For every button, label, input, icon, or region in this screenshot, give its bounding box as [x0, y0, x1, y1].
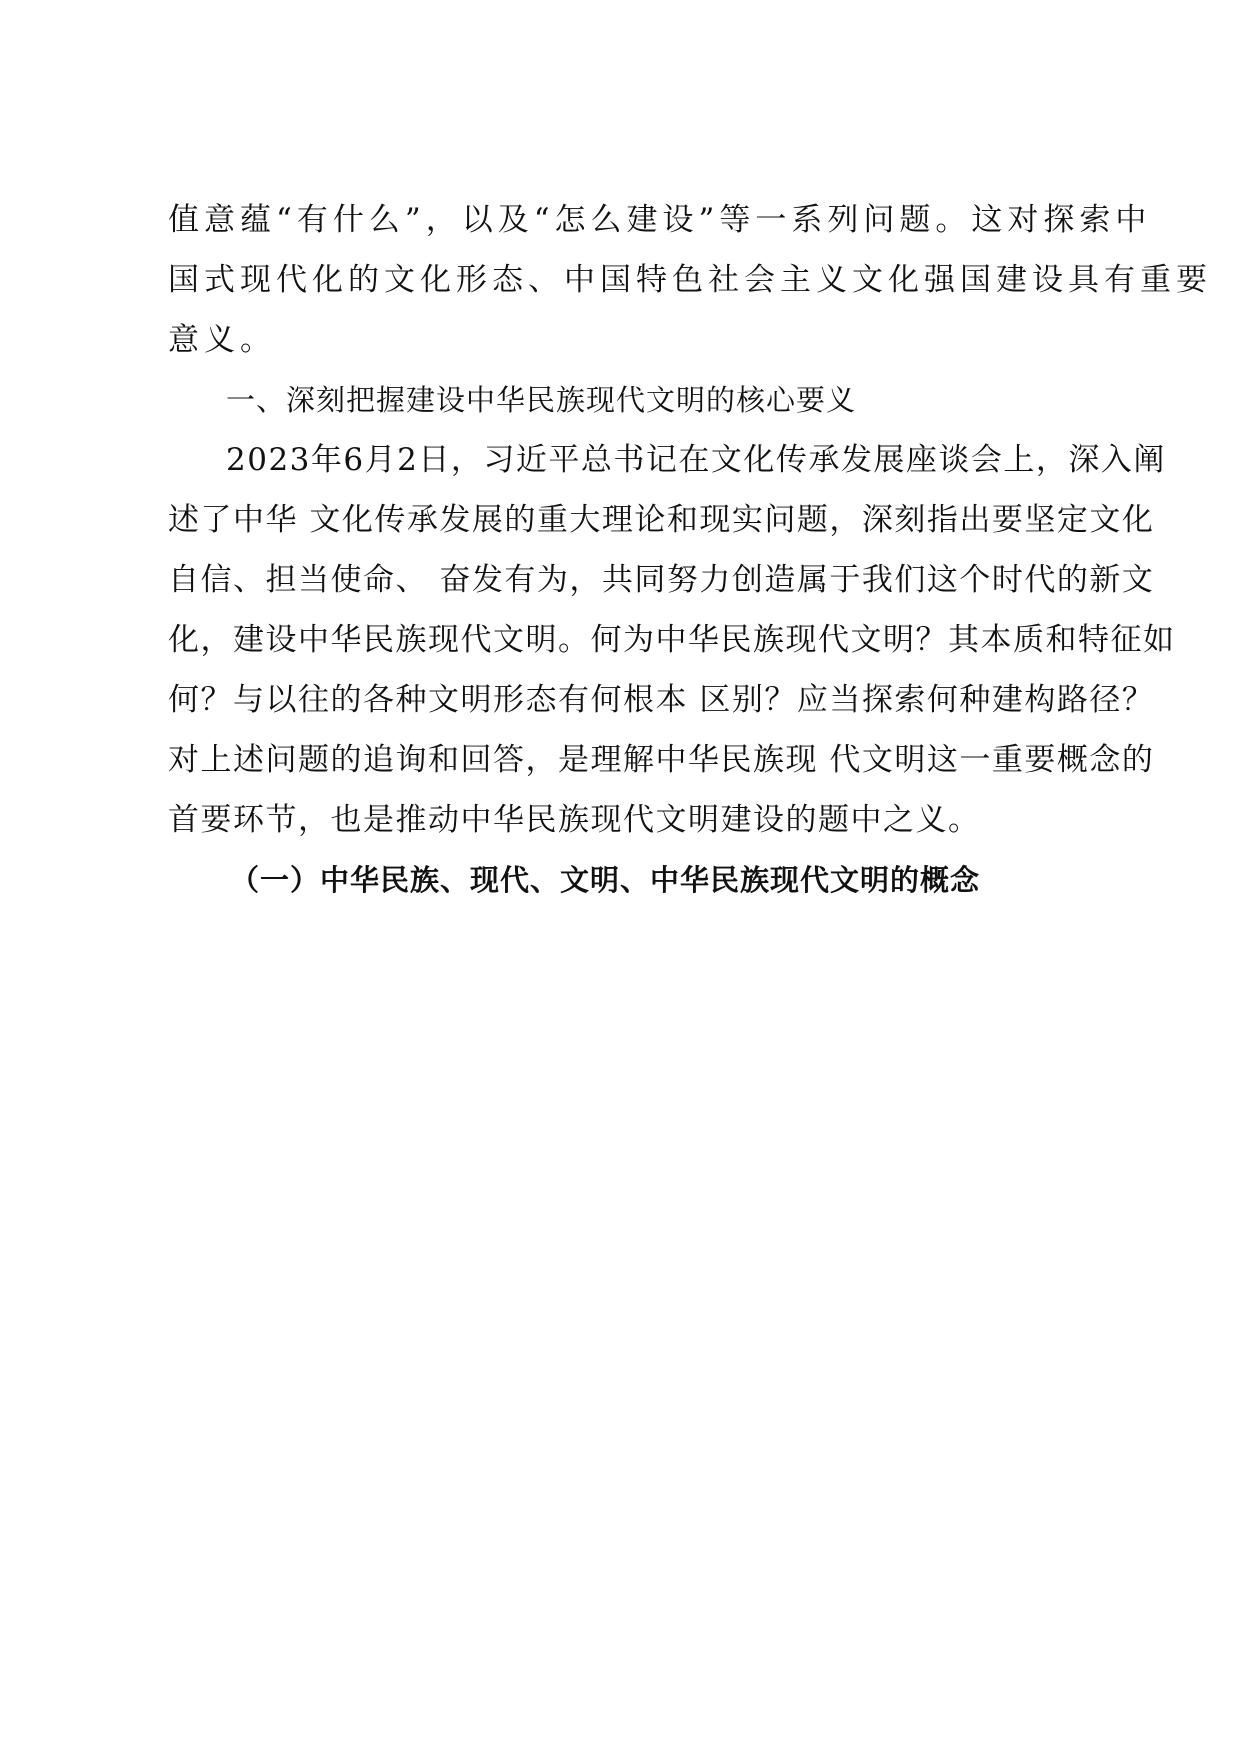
intro-line-3: 意义。	[168, 322, 276, 358]
document-body	[168, 190, 1212, 910]
paragraph-line-4: 化，建设中华民族现代文明。何为中华民族现代文明？其本质和特征如	[168, 622, 1176, 658]
intro-line-1: 值意蕴“有什么”，以及“怎么建设”等一系列问题。这对探索中	[168, 202, 1152, 238]
paragraph-line-5: 何？与以往的各种文明形态有何根本 区别？应当探索何种建构路径？	[168, 682, 1155, 718]
paragraph-line-2: 述了中华 文化传承发展的重大理论和现实问题，深刻指出要坚定文化	[168, 502, 1155, 538]
subsection-heading: （一）中华民族、现代、文明、中华民族现代文明的概念	[230, 863, 981, 897]
section-heading: 一、深刻把握建设中华民族现代文明的核心要义	[226, 383, 857, 417]
paragraph-line-6: 对上述问题的追询和回答，是理解中华民族现 代文明这一重要概念的	[168, 742, 1155, 778]
intro-line-2: 国式现代化的文化形态、中国特色社会主义文化强国建设具有重要	[168, 262, 1212, 298]
paragraph-line-3: 自信、担当使命、 奋发有为，共同努力创造属于我们这个时代的新文	[168, 562, 1155, 598]
paragraph-line-1: 2023年6月2日，习近平总书记在文化传承发展座谈会上，深入阐	[226, 442, 1166, 478]
paragraph-line-7: 首要环节，也是推动中华民族现代文明建设的题中之义。	[168, 802, 981, 838]
